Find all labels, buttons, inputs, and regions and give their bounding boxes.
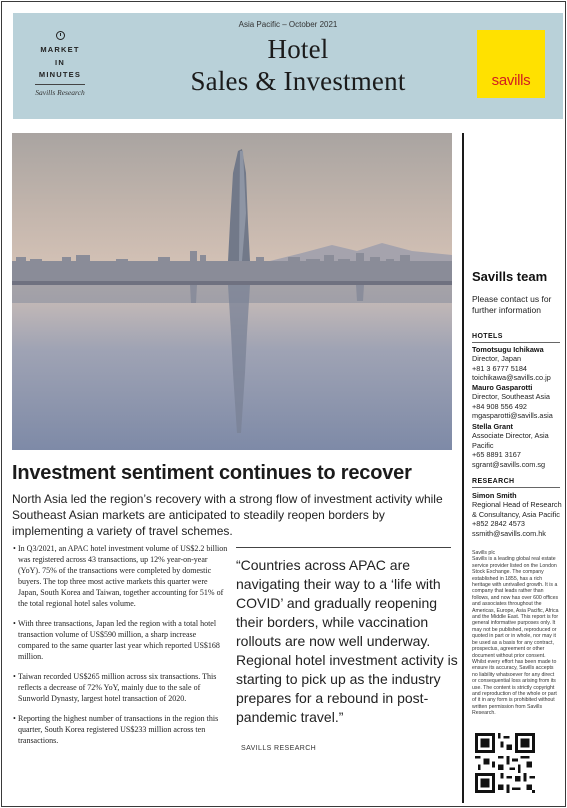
series-line-2: IN xyxy=(55,57,65,67)
contact-card xyxy=(472,345,564,383)
key-point-2: • With three transactions, Japan led the region with a total hotel transaction volume of US$590 million, a sharp increase compared to the same quarter last year which reported US$168 million. xyxy=(13,618,228,662)
qr-code-icon[interactable] xyxy=(475,733,535,793)
pull-quote: “Countries across APAC are navigating their way to a ‘life with COVID’ and gradually reopening their borders, while vaccination rollouts are now well underway. Regional hotel investment activity is starting to pick up as the industry prepares for a rebound in post-pandemic travel.” xyxy=(236,557,458,725)
hotels-section-label: HOTELS xyxy=(472,333,560,343)
report-title xyxy=(133,33,463,97)
article-intro: North Asia led the region’s recovery with a strong flow of investment activity while Southeast Asian markets are anticipated to steadily reopen borders by implementing a variety of travel schemes. xyxy=(12,492,443,538)
contact-role: Associate Director, Asia Pacific xyxy=(472,431,549,450)
contact-role: Director, Japan xyxy=(472,354,522,364)
contact-name: Stella Grant xyxy=(472,422,513,431)
contact-name: Simon Smith xyxy=(472,491,517,500)
contact-name: Tomotsugu Ichikawa xyxy=(472,345,544,354)
skyline-image xyxy=(12,133,452,450)
contact-card xyxy=(472,383,564,421)
contact-card xyxy=(472,422,564,469)
contact-phone: +84 908 556 492 xyxy=(472,401,527,411)
series-line-3: MINUTES xyxy=(38,70,82,79)
contact-email[interactable]: mgasparotti@savills.asia xyxy=(472,411,553,421)
sidebar-contact-note: Please contact us for further information xyxy=(472,294,552,315)
contact-email[interactable]: sgrant@savills.com.sg xyxy=(472,459,546,469)
contact-phone: +81 3 6777 5184 xyxy=(472,363,527,373)
research-section-label: RESEARCH xyxy=(472,478,560,488)
report-title-line-1: Hotel xyxy=(267,34,329,64)
hero-photo xyxy=(12,133,452,450)
header-band xyxy=(13,13,563,119)
key-point-3: • Taiwan recorded US$265 million across six transactions. This reflects a decrease of 72% YoY, mainly due to the sale of Sunworld Dynasty, largest hotel transaction of 2020. xyxy=(13,671,228,704)
quote-source: SAVILLS RESEARCH xyxy=(241,745,317,752)
clock-icon xyxy=(56,31,65,40)
key-point-1: • In Q3/2021, an APAC hotel investment volume of US$2.2 billion was registered across 43 transactions, up 12% year-on-year (YoY). 75% of the transactions were completed by domestic buyers. The top three most active markets this quarter were Japan, South Korea and Taiwan, together accounting for 51% of the total regional hotel sales volume. xyxy=(13,543,228,609)
series-divider xyxy=(35,84,85,85)
contact-phone: +65 8891 3167 xyxy=(472,450,521,460)
contact-phone: +852 2842 4573 xyxy=(472,519,525,529)
quote-divider xyxy=(236,547,451,548)
contact-role: Regional Head of Research & Consultancy, Asia Pacific xyxy=(472,500,562,519)
key-point-4: • Reporting the highest number of transactions in the region this quarter, South Korea registered US$233 million across ten transactions. xyxy=(13,713,228,746)
article-headline: Investment sentiment continues to recover xyxy=(12,462,412,484)
contact-email[interactable]: toichikawa@savills.co.jp xyxy=(472,373,551,383)
contact-email[interactable]: ssmith@savills.com.hk xyxy=(472,528,546,538)
series-line-1: MARKET xyxy=(40,45,80,54)
sidebar-title: Savills team xyxy=(472,269,548,284)
report-title-line-2: Sales & Investment xyxy=(190,66,406,96)
edition-label: Asia Pacific – October 2021 xyxy=(238,20,338,29)
contact-card xyxy=(472,491,564,538)
logo-wordmark: savills xyxy=(491,72,531,89)
contact-role: Director, Southeast Asia xyxy=(472,392,550,402)
sidebar-divider xyxy=(462,133,464,803)
key-points-list xyxy=(13,543,228,755)
market-in-minutes-badge xyxy=(25,31,95,97)
series-subtitle: Savills Research xyxy=(35,87,85,97)
disclaimer-text: Savills plc Savills is a leading global real estate service provider listed on the London Stock Exchange. The company established in 1855, has a rich heritage with unrivalled growth. It is a company that leads rather than follows, and now has over 600 offices and associates throughout the Americas, Europe, Asia Pacific, Africa and the Middle East. This report is for general informative purposes only. It may not be published, reproduced or quoted in part or in whole, nor may it be used as a basis for any contract, prospectus, agreement or other document without prior consent. Whilst every effort has been made to ensure its accuracy, Savills accepts no liability whatsoever for any direct or consequential loss arising from its use. The content is strictly copyright and reproduction of the whole or part of it in any form is prohibited without written permission from Savills Research. xyxy=(472,550,559,717)
contact-name: Mauro Gasparotti xyxy=(472,383,533,392)
savills-logo xyxy=(477,30,545,98)
